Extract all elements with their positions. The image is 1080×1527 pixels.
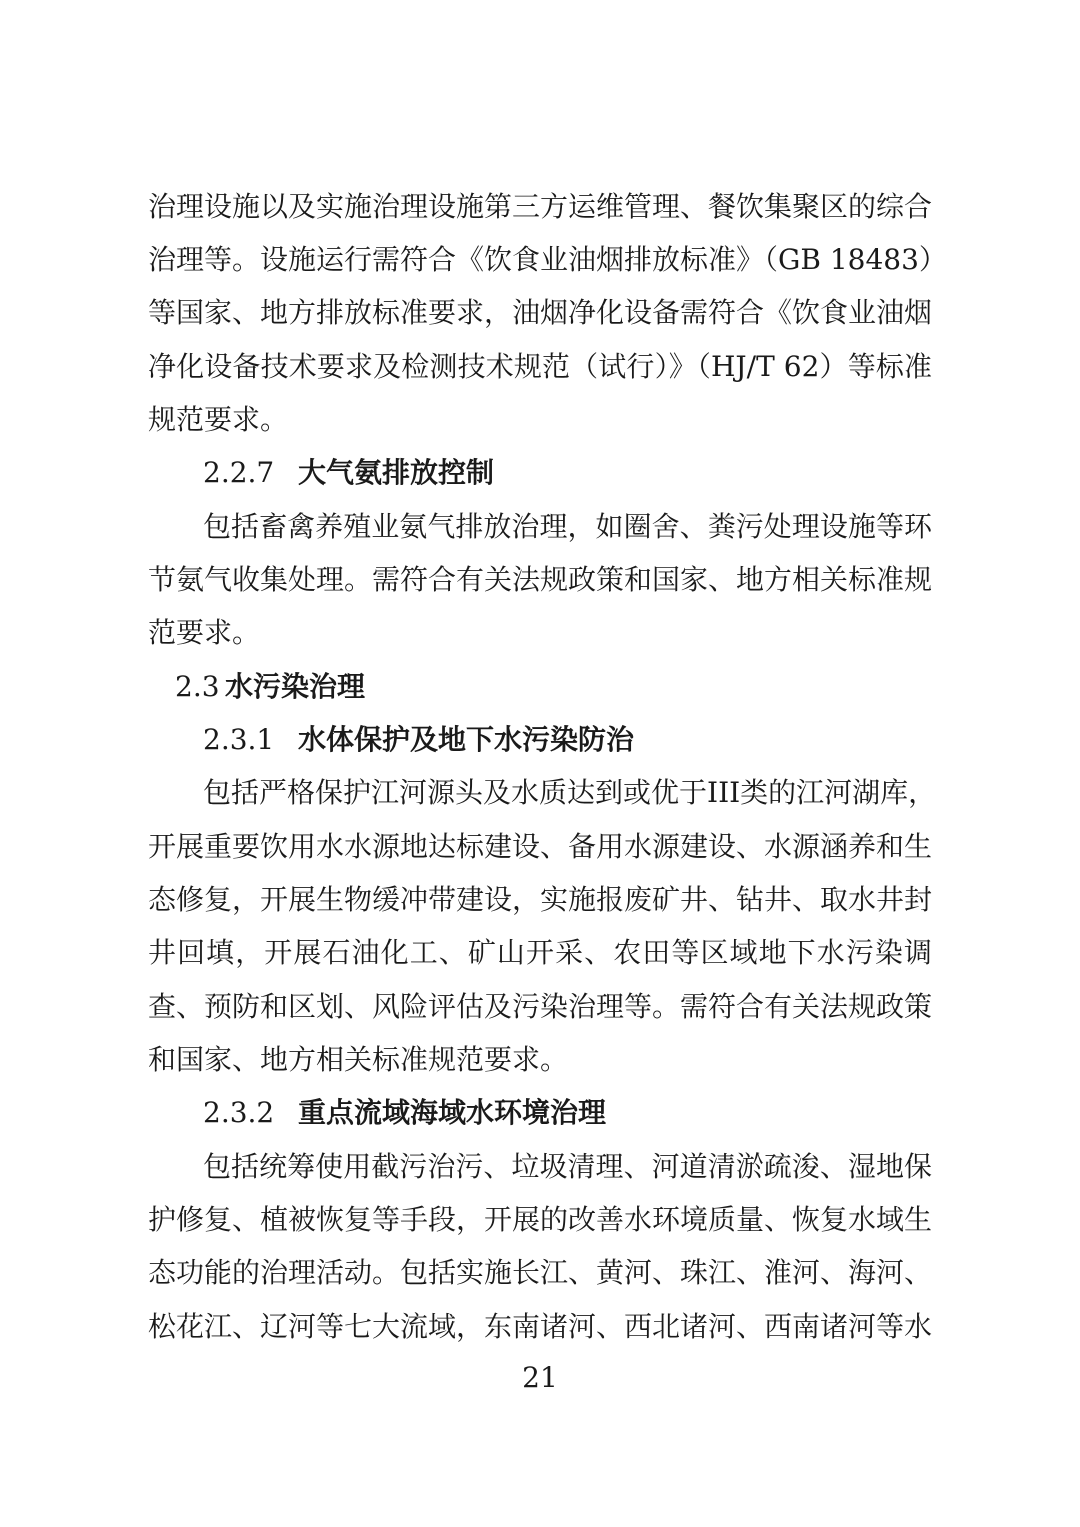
- text-line: 包括统筹使用截污治污、垃圾清理、河道清淤疏浚、湿地保: [203, 1150, 932, 1183]
- text-line: 节氨气收集处理。需符合有关法规政策和国家、地方相关标准规: [148, 563, 933, 596]
- text-line: 范要求。: [148, 616, 261, 649]
- section-number: 2.3: [175, 670, 220, 703]
- section-number: 2.3.1: [203, 723, 275, 756]
- section-heading-2-3-1: [203, 722, 634, 758]
- text-line: 包括严格保护江河源头及水质达到或优于III类的江河湖库，: [203, 776, 937, 809]
- section-title: 水污染治理: [225, 670, 366, 703]
- section-title: 重点流域海域水环境治理: [298, 1096, 607, 1129]
- text-line: 规范要求。: [148, 403, 289, 436]
- section-heading-2-3: [175, 669, 365, 705]
- text-line: 治理等。设施运行需符合《饮食业油烟排放标准》（GB 18483）: [148, 243, 947, 276]
- section-number: 2.2.7: [203, 456, 275, 489]
- text-line: 等国家、地方排放标准要求，油烟净化设备需符合《饮食业油烟: [148, 296, 933, 329]
- text-line: 松花江、辽河等七大流域，东南诸河、西北诸河、西南诸河等水: [148, 1310, 933, 1343]
- text-line: 护修复、植被恢复等手段，开展的改善水环境质量、恢复水域生: [148, 1203, 933, 1236]
- text-line: 态修复，开展生物缓冲带建设，实施报废矿井、钻井、取水井封: [148, 883, 933, 916]
- section-heading-2-3-2: [203, 1095, 606, 1131]
- text-line: 井回填，开展石油化工、矿山开采、农田等区域地下水污染调: [148, 936, 932, 969]
- section-heading-2-2-7: [203, 455, 494, 491]
- section-number: 2.3.2: [203, 1096, 275, 1129]
- section-title: 水体保护及地下水污染防治: [298, 723, 635, 756]
- text-line: 查、预防和区划、风险评估及污染治理等。需符合有关法规政策: [148, 990, 933, 1023]
- text-line: 包括畜禽养殖业氨气排放治理，如圈舍、粪污处理设施等环: [203, 510, 932, 543]
- text-line: 治理设施以及实施治理设施第三方运维管理、餐饮集聚区的综合: [148, 190, 933, 223]
- text-line: 开展重要饮用水水源地达标建设、备用水源建设、水源涵养和生: [148, 830, 933, 863]
- text-line: 态功能的治理活动。包括实施长江、黄河、珠江、淮河、海河、: [148, 1256, 933, 1289]
- text-line: 和国家、地方相关标准规范要求。: [148, 1043, 569, 1076]
- page-number: 21: [522, 1361, 558, 1394]
- text-line: 净化设备技术要求及检测技术规范（试行）》（HJ/T 62）等标准: [148, 350, 932, 383]
- section-title: 大气氨排放控制: [298, 456, 495, 489]
